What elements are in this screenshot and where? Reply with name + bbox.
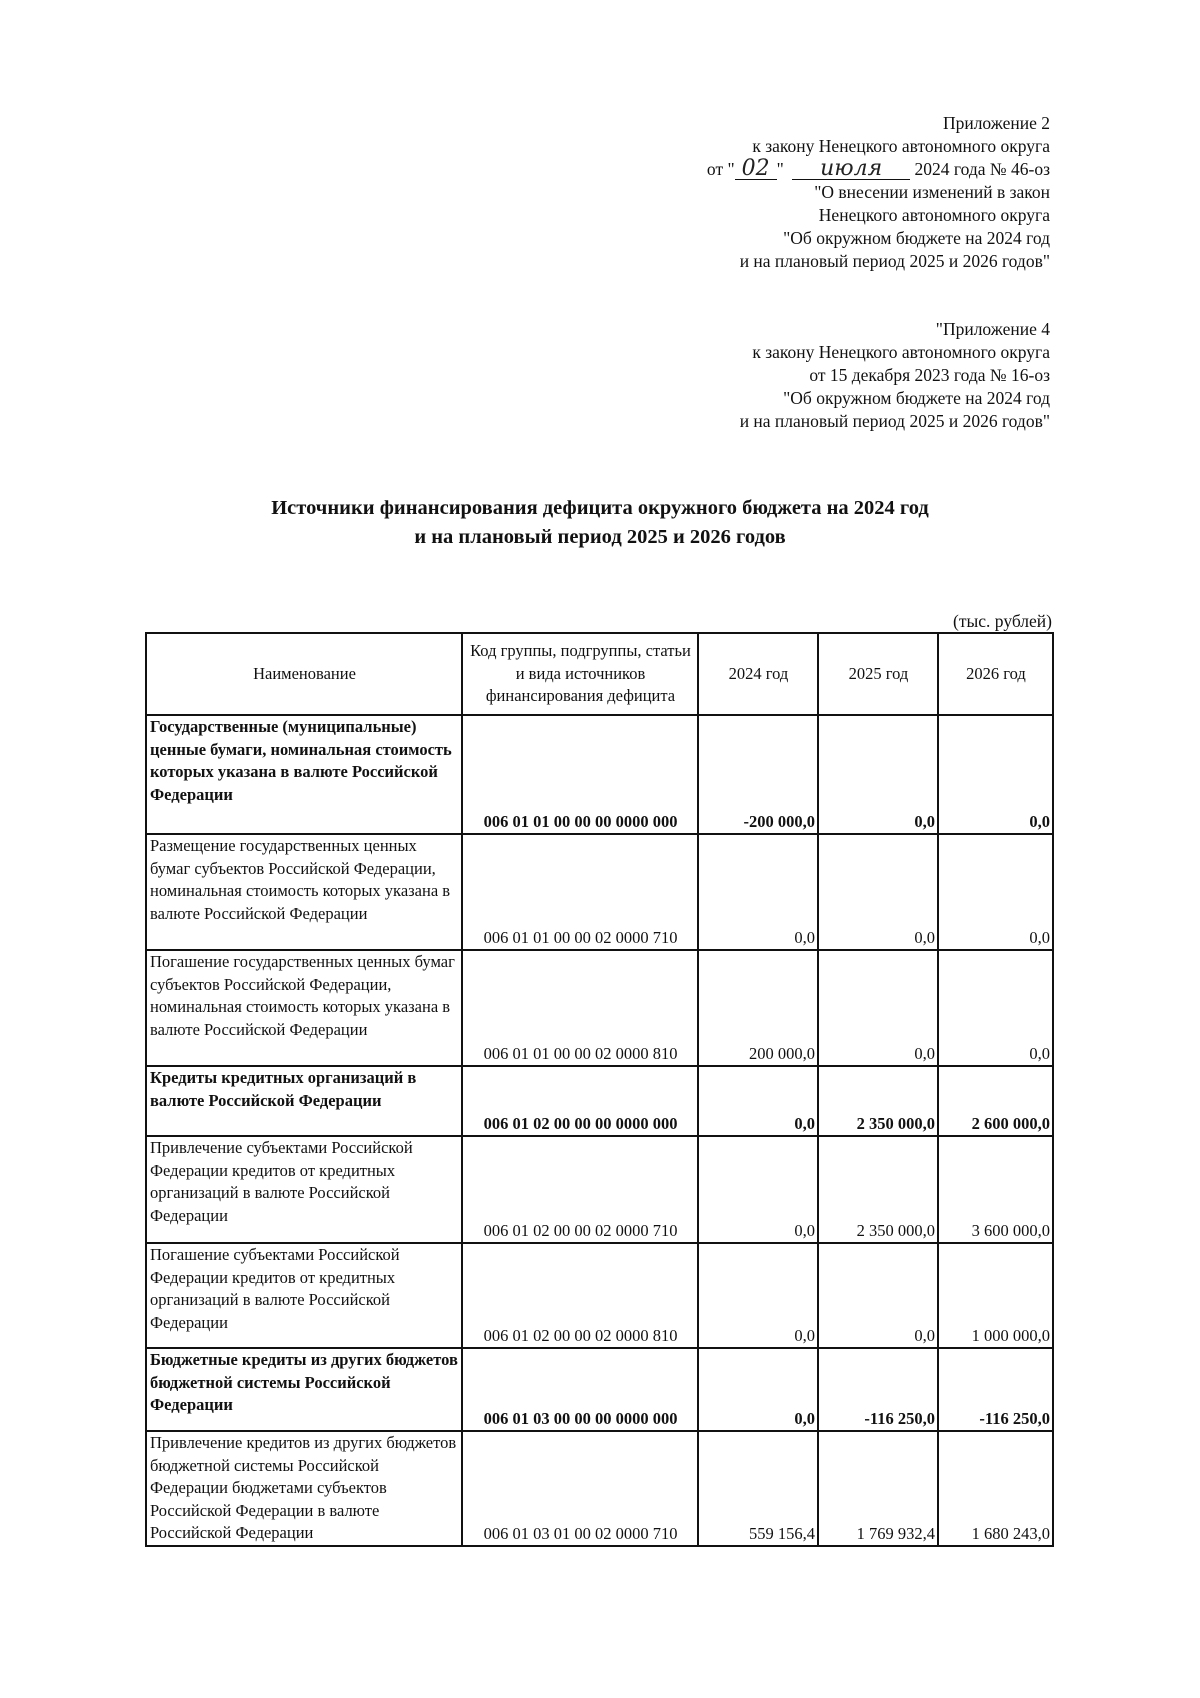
appendix-2-law-ref: к закону Ненецкого автономного округа xyxy=(752,136,1050,156)
row-2026: -116 250,0 xyxy=(938,1348,1053,1431)
row-2024: -200 000,0 xyxy=(698,715,818,834)
row-name: Бюджетные кредиты из других бюджетов бюджетной системы Российской Федерации xyxy=(146,1348,462,1431)
row-2024: 200 000,0 xyxy=(698,950,818,1066)
header-2024: 2024 год xyxy=(698,633,818,715)
row-name: Государственные (муниципальные) ценные бумаги, номинальная стоимость которых указана в валюте Российской Федерации xyxy=(146,715,462,834)
row-name: Погашение субъектами Российской Федерации кредитов от кредитных организаций в валюте Российской Федерации xyxy=(146,1243,462,1348)
appendix-2-date-line xyxy=(707,158,1050,181)
appendix-2-line6: "Об окружном бюджете на 2024 год xyxy=(783,228,1050,248)
row-2024: 0,0 xyxy=(698,1136,818,1243)
table-row xyxy=(146,1348,1053,1431)
row-2026: 1 000 000,0 xyxy=(938,1243,1053,1348)
header-2025: 2025 год xyxy=(818,633,938,715)
row-2026: 2 600 000,0 xyxy=(938,1066,1053,1136)
row-2024: 0,0 xyxy=(698,1243,818,1348)
row-2025: 0,0 xyxy=(818,834,938,950)
table-row xyxy=(146,1431,1053,1546)
row-2024: 0,0 xyxy=(698,1066,818,1136)
appendix-4-header xyxy=(740,318,1050,433)
row-2025: 2 350 000,0 xyxy=(818,1136,938,1243)
table-row xyxy=(146,1243,1053,1348)
row-name: Размещение государственных ценных бумаг субъектов Российской Федерации, номинальная стоимость которых указана в валюте Российской Федерации xyxy=(146,834,462,950)
row-2025: 1 769 932,4 xyxy=(818,1431,938,1546)
appendix-4-date: от 15 декабря 2023 года № 16-оз xyxy=(809,365,1050,385)
header-code: Код группы, подгруппы, статьи и вида источников финансирования дефицита xyxy=(462,633,698,715)
appendix-4-law-ref: к закону Ненецкого автономного округа xyxy=(752,342,1050,362)
row-2025: 0,0 xyxy=(818,950,938,1066)
table-header-row xyxy=(146,633,1053,715)
appendix-2-line7: и на плановый период 2025 и 2026 годов" xyxy=(739,251,1050,271)
row-code: 006 01 02 00 00 00 0000 000 xyxy=(462,1066,698,1136)
row-2024: 0,0 xyxy=(698,1348,818,1431)
title-line-2: и на плановый период 2025 и 2026 годов xyxy=(414,526,786,548)
row-2026: 0,0 xyxy=(938,715,1053,834)
row-2025: 0,0 xyxy=(818,1243,938,1348)
row-2025: -116 250,0 xyxy=(818,1348,938,1431)
appendix-2-label: Приложение 2 xyxy=(942,113,1050,133)
date-prefix: от " xyxy=(706,159,735,179)
date-day-handwritten: 02 xyxy=(735,159,777,180)
table-row xyxy=(146,950,1053,1066)
table-row xyxy=(146,1136,1053,1243)
row-code: 006 01 01 00 00 00 0000 000 xyxy=(462,715,698,834)
row-2026: 0,0 xyxy=(938,950,1053,1066)
row-name: Привлечение субъектами Российской Федерации кредитов от кредитных организаций в валюте Российской Федерации xyxy=(146,1136,462,1243)
header-name: Наименование xyxy=(146,633,462,715)
appendix-2-line5: Ненецкого автономного округа xyxy=(818,205,1050,225)
row-2026: 1 680 243,0 xyxy=(938,1431,1053,1546)
header-2026: 2026 год xyxy=(938,633,1053,715)
appendix-2-line4: "О внесении изменений в закон xyxy=(814,182,1050,202)
table-row xyxy=(146,834,1053,950)
row-code: 006 01 03 00 00 00 0000 000 xyxy=(462,1348,698,1431)
row-2024: 559 156,4 xyxy=(698,1431,818,1546)
financing-sources-table xyxy=(145,632,1054,1547)
row-2025: 0,0 xyxy=(818,715,938,834)
date-suffix: 2024 года № 46-оз xyxy=(914,159,1050,179)
row-name: Кредиты кредитных организаций в валюте Российской Федерации xyxy=(146,1066,462,1136)
row-code: 006 01 03 01 00 02 0000 710 xyxy=(462,1431,698,1546)
row-code: 006 01 02 00 00 02 0000 710 xyxy=(462,1136,698,1243)
appendix-4-label: "Приложение 4 xyxy=(935,319,1050,339)
table-row xyxy=(146,1066,1053,1136)
appendix-4-line4: "Об окружном бюджете на 2024 год xyxy=(783,388,1050,408)
row-2025: 2 350 000,0 xyxy=(818,1066,938,1136)
row-code: 006 01 01 00 00 02 0000 810 xyxy=(462,950,698,1066)
row-2024: 0,0 xyxy=(698,834,818,950)
row-name: Привлечение кредитов из других бюджетов бюджетной системы Российской Федерации бюджетами субъектов Российской Федерации в валюте Российской Федерации xyxy=(146,1431,462,1546)
row-2026: 3 600 000,0 xyxy=(938,1136,1053,1243)
row-code: 006 01 02 00 00 02 0000 810 xyxy=(462,1243,698,1348)
document-title xyxy=(0,494,1200,552)
title-line-1: Источники финансирования дефицита окружного бюджета на 2024 год xyxy=(271,497,929,519)
row-2026: 0,0 xyxy=(938,834,1053,950)
date-mid: " xyxy=(776,159,784,179)
table-row xyxy=(146,715,1053,834)
row-name: Погашение государственных ценных бумаг субъектов Российской Федерации, номинальная стоимость которых указана в валюте Российской Федерации xyxy=(146,950,462,1066)
unit-label: (тыс. рублей) xyxy=(953,611,1052,631)
row-code: 006 01 01 00 00 02 0000 710 xyxy=(462,834,698,950)
appendix-4-line5: и на плановый период 2025 и 2026 годов" xyxy=(739,411,1050,431)
date-month-handwritten: июля xyxy=(792,159,910,180)
appendix-2-header xyxy=(707,112,1050,273)
